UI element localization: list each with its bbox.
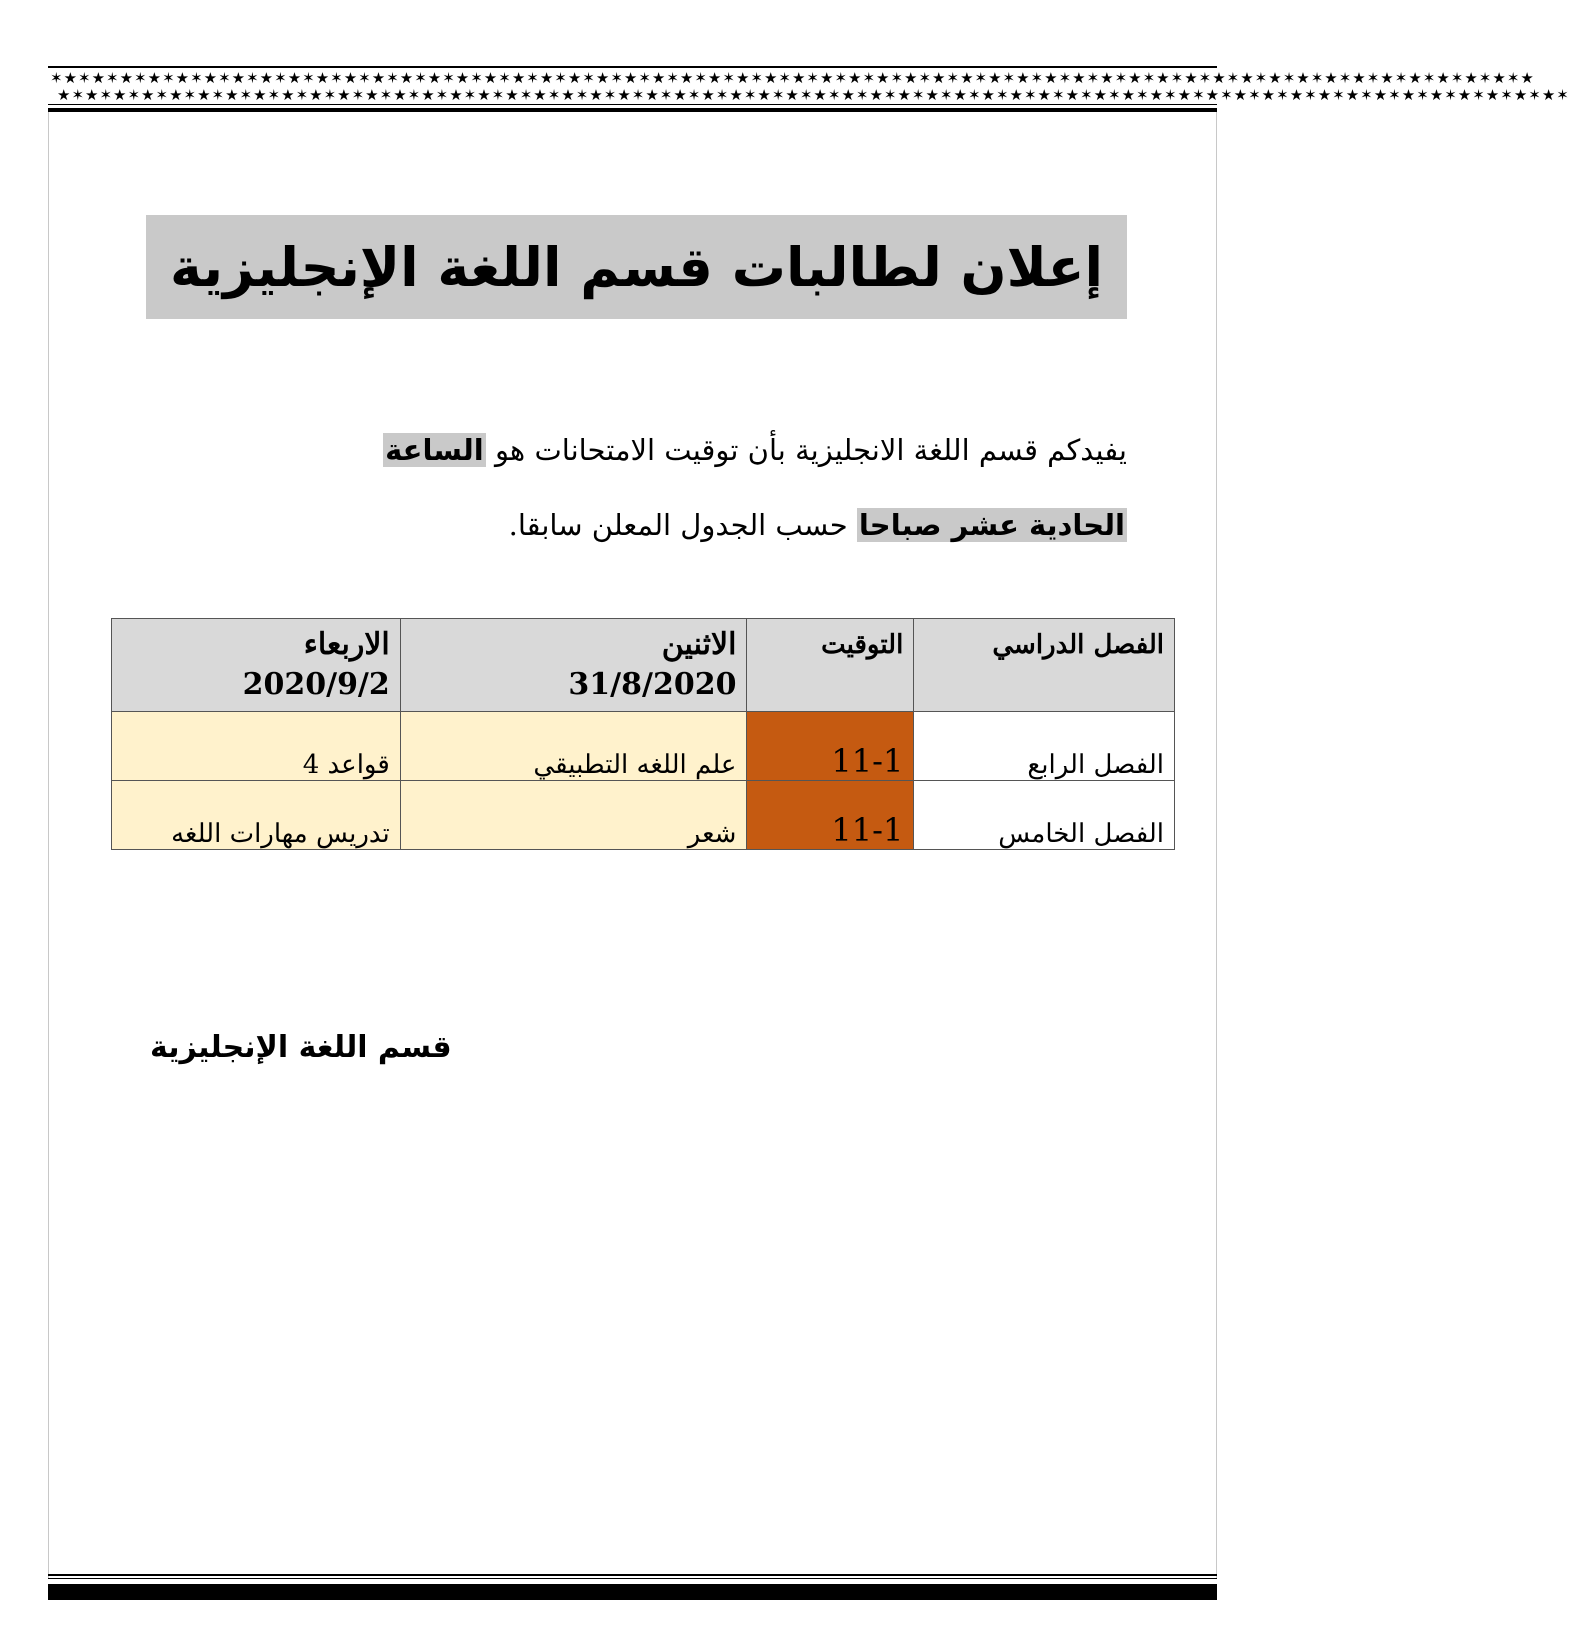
header-monday-date: 31/8/2020 [568,667,737,702]
cell-wednesday-exam: قواعد 4 [112,712,401,781]
announcement-paragraph [227,413,1127,563]
paragraph-text: يفيدكم قسم اللغة الانجليزية بأن توقيت الامتحانات هو [494,433,1127,467]
page-title: إعلان لطالبات قسم اللغة الإنجليزية [169,235,1104,299]
star-border-top [48,66,1570,112]
cell-time: 11-1 [747,781,914,850]
table-row [112,712,1175,781]
highlight-time: الحادية عشر صباحا [858,508,1125,542]
header-class: الفصل الدراسي [914,619,1175,712]
bottom-rule [48,1574,1217,1576]
star-pattern-row: ★✶★✶★✶★✶★✶★✶★✶★✶★✶★✶★✶★✶★✶★✶★✶★✶★✶★✶★✶★✶★✶★✶★✶★✶★✶★✶★✶★✶★✶★✶★✶★✶★✶★✶★✶★✶★✶★✶★✶★✶★✶★✶★✶★✶★✶★✶★✶★✶★✶★✶★✶★✶★✶★✶ [57,86,1570,104]
table-row [112,781,1175,850]
title-banner [146,215,1127,319]
cell-monday-exam: علم اللغه التطبيقي [400,712,747,781]
cell-wednesday-exam: تدريس مهارات اللغه [112,781,401,850]
bottom-rule-thin [48,1578,1217,1579]
cell-class: الفصل الرابع [914,712,1175,781]
star-pattern-row: ✶★✶★✶★✶★✶★✶★✶★✶★✶★✶★✶★✶★✶★✶★✶★✶★✶★✶★✶★✶★✶★✶★✶★✶★✶★✶★✶★✶★✶★✶★✶★✶★✶★✶★✶★✶★✶★✶★✶★✶★✶★✶★✶★✶★✶★✶★✶★✶★✶★✶★✶★✶★✶★ [50,69,1535,87]
cell-class: الفصل الخامس [914,781,1175,850]
header-time: التوقيت [747,619,914,712]
paragraph-text-end: حسب الجدول المعلن سابقا. [508,508,848,542]
table-header-row [112,619,1175,712]
header-monday-label: الاثنين [661,627,737,662]
highlight-hour: الساعة [385,433,484,467]
header-wednesday-label: الاربعاء [303,627,390,662]
header-wednesday [112,619,401,712]
header-wednesday-date: 2020/9/2 [242,667,390,702]
cell-time: 11-1 [747,712,914,781]
exam-schedule-table [111,618,1175,850]
bottom-band [48,1584,1217,1600]
header-monday [400,619,747,712]
cell-monday-exam: شعر [400,781,747,850]
department-signature: قسم اللغة الإنجليزية [150,1030,452,1065]
